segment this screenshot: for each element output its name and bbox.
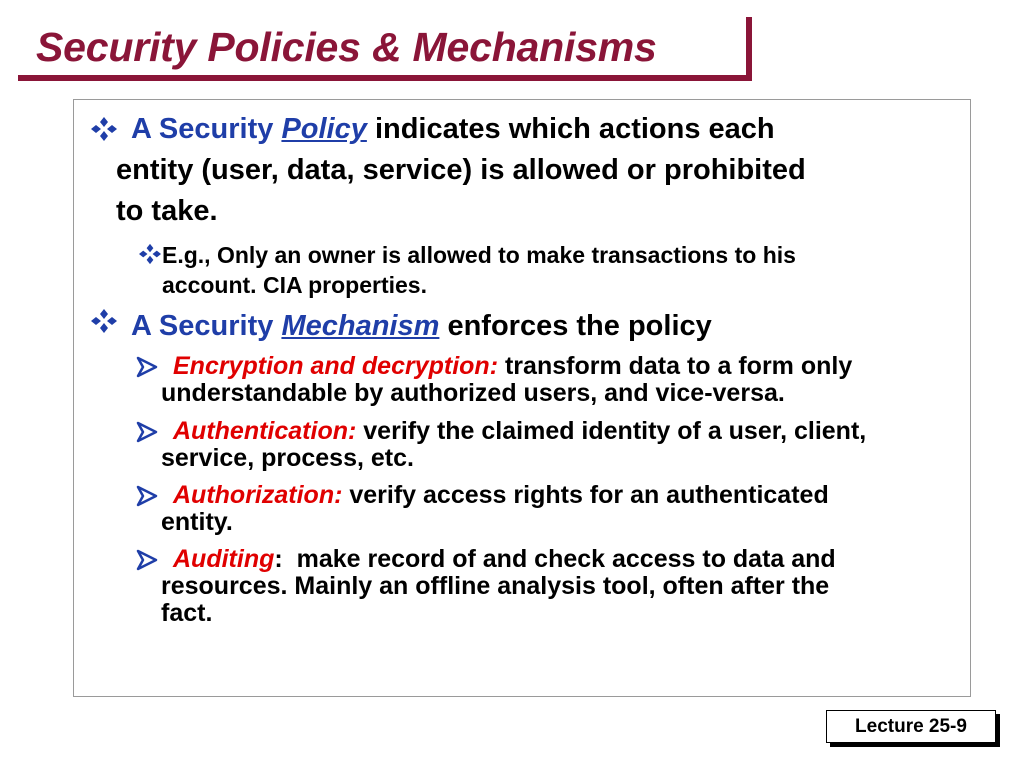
auditing-term: Auditing xyxy=(173,545,275,573)
encryption-line1-rest: transform data to a form only xyxy=(504,352,853,380)
auditing-line-1 xyxy=(173,546,836,573)
auditing-line-3: fact. xyxy=(161,599,213,627)
authorization-line-1 xyxy=(173,482,829,509)
auditing-line1-rest: make record of and check access to data and xyxy=(296,545,836,573)
slide-title: Security Policies & Mechanisms xyxy=(36,24,657,70)
auditing-line-2: resources. Mainly an offline analysis tool, often after the xyxy=(161,572,830,600)
policy-line-3: to take. xyxy=(116,195,218,227)
arrow-bullet-icon xyxy=(136,484,158,508)
authorization-line1-rest: verify access rights for an authenticated xyxy=(349,481,829,509)
authentication-line-2: service, process, etc. xyxy=(161,444,414,472)
diamond-bullet-icon xyxy=(90,308,118,334)
slide-number-label: Lecture 25-9 xyxy=(826,710,996,743)
policy-prefix: A Security xyxy=(131,113,274,145)
mechanism-line xyxy=(131,306,712,346)
authorization-term: Authorization: xyxy=(173,481,343,509)
encryption-term: Encryption and decryption: xyxy=(173,352,499,380)
mechanism-term: Mechanism xyxy=(281,310,440,342)
diamond-sub-bullet-icon xyxy=(138,243,162,265)
arrow-bullet-icon xyxy=(136,420,158,444)
policy-term: Policy xyxy=(281,113,367,145)
encryption-line-2: understandable by authorized users, and vice-versa. xyxy=(161,379,785,407)
mechanism-prefix: A Security xyxy=(131,310,274,342)
policy-line1-rest: indicates which actions each xyxy=(374,113,775,145)
authorization-line-2: entity. xyxy=(161,508,233,536)
policy-line-1 xyxy=(131,109,775,149)
authentication-line-1 xyxy=(173,418,866,445)
policy-line-2: entity (user, data, service) is allowed or prohibited xyxy=(116,154,806,186)
mechanism-rest: enforces the policy xyxy=(447,310,712,342)
auditing-colon: : xyxy=(274,545,283,573)
diamond-bullet-icon xyxy=(90,116,118,142)
arrow-bullet-icon xyxy=(136,355,158,379)
authentication-term: Authentication: xyxy=(173,417,357,445)
arrow-bullet-icon xyxy=(136,548,158,572)
encryption-line-1 xyxy=(173,353,852,380)
example-line-1: E.g., Only an owner is allowed to make transactions to his xyxy=(162,242,796,268)
authentication-line1-rest: verify the claimed identity of a user, client, xyxy=(363,417,867,445)
example-line-2: account. CIA properties. xyxy=(162,272,427,298)
